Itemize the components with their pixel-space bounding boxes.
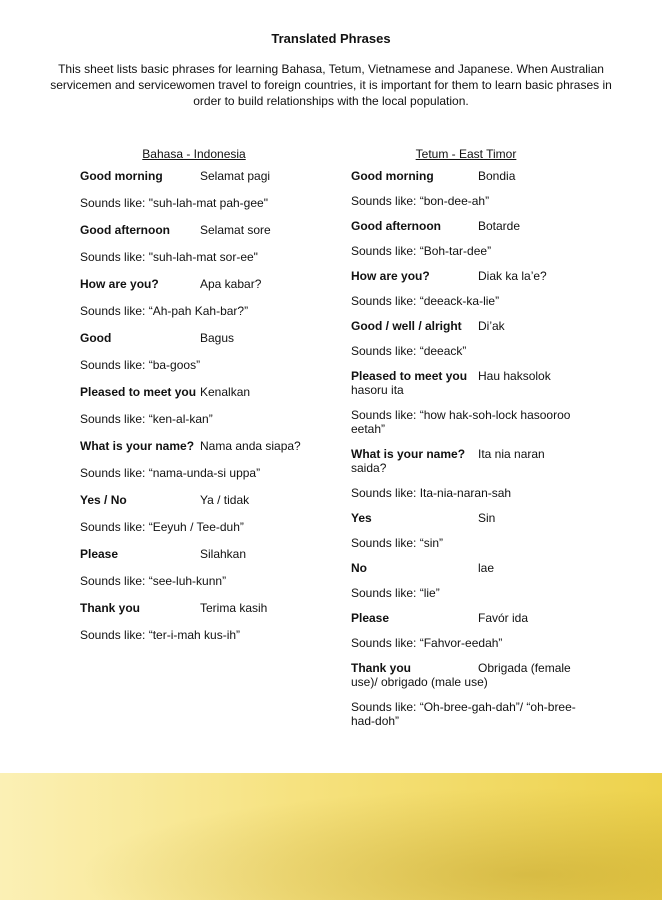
translation: Diak ka la’e? (478, 269, 547, 283)
pronunciation: Sounds like: “ken-al-kan” (80, 412, 213, 426)
pronunciation: Sounds like: Ita-nia-naran-sah (351, 486, 512, 500)
phrase-entry (351, 661, 596, 728)
phrase-line (80, 331, 320, 345)
phrase-line (351, 611, 596, 625)
phrase-line (351, 511, 596, 525)
translation: Ita nia naran (478, 447, 545, 461)
phrase-line (351, 369, 596, 397)
phrase-entry (80, 385, 320, 426)
translation: Nama anda siapa? (200, 439, 301, 453)
pronunciation: Sounds like: "suh-lah-mat pah-gee" (80, 196, 268, 210)
pronunciation: Sounds like: “Eeyuh / Tee-duh” (80, 520, 244, 534)
translation: Bagus (200, 331, 235, 345)
pronunciation: Sounds like: "suh-lah-mat sor-ee" (80, 250, 258, 264)
english-phrase: What is your name? (351, 447, 466, 461)
phrase-line (351, 319, 596, 333)
english-phrase: Please (80, 547, 119, 561)
pronunciation: Sounds like: “Boh-tar-dee” (351, 244, 492, 258)
english-phrase: Good afternoon (351, 219, 441, 233)
phrase-entry (351, 447, 596, 500)
phrase-line (351, 219, 596, 233)
english-phrase: Thank you (80, 601, 141, 615)
phrase-entry (80, 439, 320, 480)
phrase-entry (80, 331, 320, 372)
translation: Silahkan (200, 547, 247, 561)
pronunciation: Sounds like: “Ah-pah Kah-bar?” (80, 304, 249, 318)
english-phrase: How are you? (80, 277, 159, 291)
bahasa-heading: Bahasa - Indonesia (142, 147, 246, 161)
english-phrase: No (351, 561, 367, 575)
translation-continued: saida? (351, 461, 387, 475)
phrase-line (80, 169, 320, 183)
pronunciation: Sounds like: “bon-dee-ah” (351, 194, 490, 208)
intro-paragraph: This sheet lists basic phrases for learning Bahasa, Tetum, Vietnamese and Japanese. When Australian servicemen and servicewomen travel to foreign countries, it is important for them to learn basic phrases in order to build relationships with the local population. (50, 62, 612, 108)
pronunciation: Sounds like: “sin” (351, 536, 444, 550)
english-phrase: How are you? (351, 269, 430, 283)
english-phrase: Good morning (351, 169, 434, 183)
phrase-entry (351, 219, 596, 258)
phrase-line (351, 661, 596, 689)
phrase-entry (80, 547, 320, 588)
translation: Di’ak (478, 319, 505, 333)
phrase-entry (351, 561, 596, 600)
phrase-entry (80, 223, 320, 264)
english-phrase: Pleased to meet you (351, 369, 468, 383)
phrase-line (80, 493, 320, 507)
phrase-entry (80, 169, 320, 210)
phrase-line (351, 269, 596, 283)
phrase-entry (351, 169, 596, 208)
english-phrase: Good / well / alright (351, 319, 462, 333)
translation-continued: hasoru ita (351, 383, 404, 397)
translation: Selamat sore (200, 223, 271, 237)
translation: Apa kabar? (200, 277, 262, 291)
tetum-heading: Tetum - East Timor (415, 147, 517, 161)
translation: lae (478, 561, 495, 575)
phrase-line (80, 277, 320, 291)
translation: Bondia (478, 169, 516, 183)
pronunciation: Sounds like: “nama-unda-si uppa” (80, 466, 261, 480)
phrase-line (351, 169, 596, 183)
footer-watermark-image (0, 773, 662, 900)
phrase-line (351, 447, 596, 475)
tetum-column (351, 147, 596, 739)
phrase-entry (351, 511, 596, 550)
english-phrase: Yes (351, 511, 372, 525)
phrase-entry (351, 369, 596, 436)
phrase-line (80, 601, 320, 615)
english-phrase: Thank you (351, 661, 412, 675)
phrase-entry (80, 601, 320, 642)
pronunciation: Sounds like: “how hak-soh-lock hasooroo eetah” (351, 408, 571, 436)
phrase-line (80, 385, 320, 399)
pronunciation: Sounds like: “lie” (351, 586, 440, 600)
translation: Botarde (478, 219, 521, 233)
translation: Hau haksolok (478, 369, 551, 383)
english-phrase: Good morning (80, 169, 163, 183)
phrase-entry (351, 319, 596, 358)
pronunciation: Sounds like: “see-luh-kunn” (80, 574, 227, 588)
pronunciation: Sounds like: “Oh-bree-gah-dah”/ “oh-bree-had-doh” (351, 700, 576, 728)
phrase-entry (351, 269, 596, 308)
pronunciation: Sounds like: “deeack-ka-lie” (351, 294, 500, 308)
pronunciation: Sounds like: “ter-i-mah kus-ih” (80, 628, 241, 642)
translation-continued: use)/ obrigado (male use) (351, 675, 488, 689)
pronunciation: Sounds like: “Fahvor-eedah” (351, 636, 503, 650)
english-phrase: Please (351, 611, 390, 625)
phrase-line (80, 223, 320, 237)
translation: Obrigada (female (478, 661, 571, 675)
phrase-line (80, 439, 320, 453)
translation: Ya / tidak (200, 493, 250, 507)
translation: Selamat pagi (200, 169, 271, 183)
page-title: Translated Phrases (271, 31, 391, 46)
pronunciation: Sounds like: “ba-goos” (80, 358, 201, 372)
tetum-entries (351, 169, 596, 728)
bahasa-entries (80, 169, 320, 642)
english-phrase: What is your name? (80, 439, 195, 453)
translation: Kenalkan (200, 385, 251, 399)
phrase-line (80, 547, 320, 561)
english-phrase: Good afternoon (80, 223, 170, 237)
phrase-entry (80, 493, 320, 534)
translation: Favór ida (478, 611, 529, 625)
phrase-entry (80, 277, 320, 318)
phrase-line (351, 561, 596, 575)
footer-decorative-band (0, 773, 662, 900)
english-phrase: Good (80, 331, 112, 345)
bahasa-column (80, 147, 320, 655)
english-phrase: Pleased to meet you (80, 385, 197, 399)
translation: Terima kasih (200, 601, 268, 615)
english-phrase: Yes / No (80, 493, 127, 507)
pronunciation: Sounds like: “deeack” (351, 344, 467, 358)
translation: Sin (478, 511, 496, 525)
phrase-entry (351, 611, 596, 650)
